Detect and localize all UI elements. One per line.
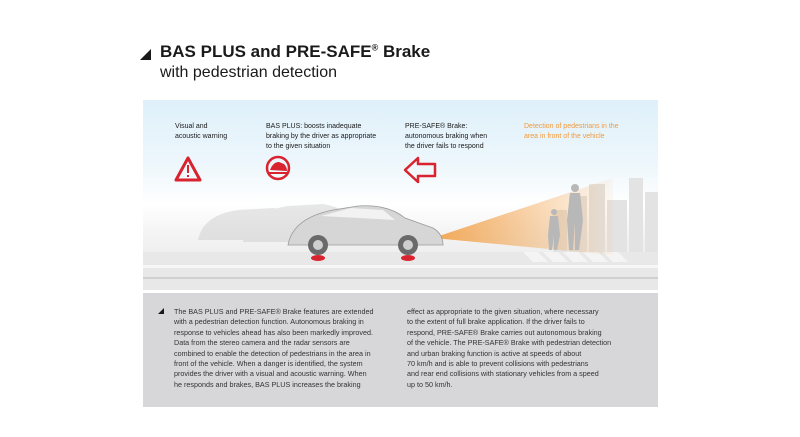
front-brake-indicator [401,255,415,261]
page-subtitle: with pedestrian detection [160,64,337,81]
caption-pre-safe: PRE-SAFE® Brake: autonomous braking when the driver fails to respond [405,123,488,150]
info-text-column-1: The BAS PLUS and PRE-SAFE® Brake features are extended with a pedestrian detection function. Autonomous braking in response to vehicles ahead has also been markedly improved. Data from the stereo camera and the radar sensors are combined to enable the detection of pedestrians in the area in front of the vehicle. When a danger is identified, the system provides the driver with a visual and acoustic warning. When he responds and brakes, BAS PLUS increases the braking [174,307,374,389]
caption-bas-plus: BAS PLUS: boosts inadequate braking by the driver as appropriate to the given situation [266,123,377,150]
illustration-scene [143,100,658,290]
info-triangle-icon [158,308,164,314]
caption-visual-warning: Visual and acoustic warning [175,123,228,140]
caption-pedestrian-detection: Detection of pedestrians in the area in front of the vehicle [524,123,619,140]
title-triangle-icon [140,49,151,60]
braking-car-icon [267,157,289,179]
info-panel [143,293,658,407]
brake-arrow-icon [405,158,435,182]
page-title: BAS PLUS and PRE-SAFE® Brake [160,42,431,61]
radar-beam [433,178,613,255]
warning-triangle-icon [176,158,200,180]
scene-graphics [143,100,658,290]
info-text-column-2: effect as appropriate to the given situation, where necessary to the extent of full brake application. If the driver fails to respond, PRE-SAFE® Brake carries out autonomous braking of the vehicle. The PRE-SAFE® Brake with pedestrian detection and urban braking function is active at speeds of about 70 km/h and is able to prevent collisions with pedestrians and rear end collisions with stationary vehicles from a speed up to 50 km/h. [407,307,612,389]
rear-brake-indicator [311,255,325,261]
